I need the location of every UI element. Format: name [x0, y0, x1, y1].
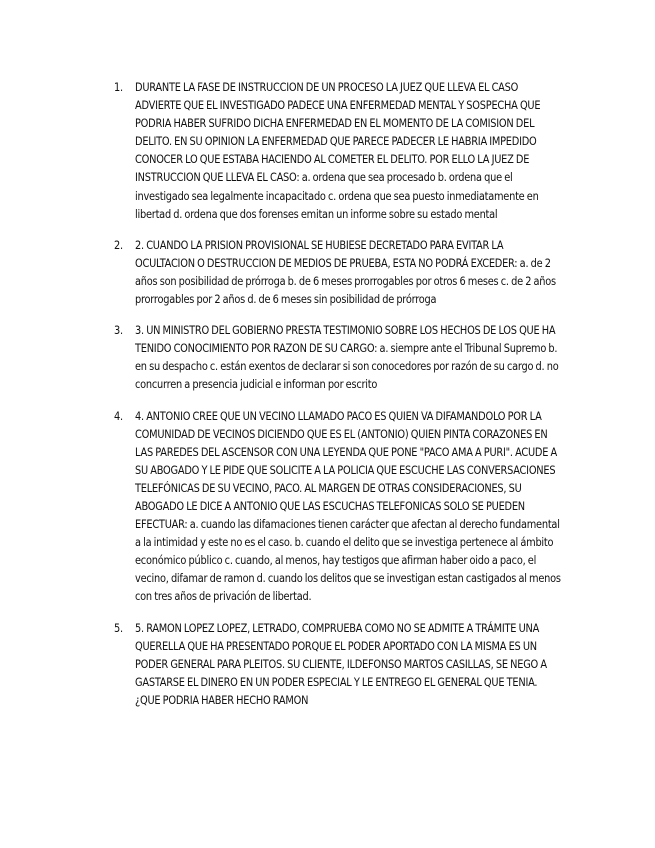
- question-list: [114, 78, 564, 722]
- question-item: [114, 321, 564, 393]
- question-number: 5.: [114, 620, 123, 635]
- question-number: 3.: [114, 323, 123, 338]
- question-number: 1.: [114, 80, 123, 94]
- question-item: [114, 407, 564, 606]
- question-number: 4.: [114, 408, 123, 423]
- question-text: 3. UN MINISTRO DEL GOBIERNO PRESTA TESTIMONIO SOBRE LOS HECHOS DE LOS QUE HA TENIDO CONOCIMIENTO POR RAZON DE SU CARGO: a. siempre ante el Tribunal Supremo b. en su despacho c. están exentos de declarar si son conocedores por razón de su cargo d. no concurren a presencia judicial e informan por escrito: [135, 323, 559, 392]
- question-number: 2.: [114, 237, 123, 252]
- question-text: DURANTE LA FASE DE INSTRUCCION DE UN PROCESO LA JUEZ QUE LLEVA EL CASO ADVIERTE QUE EL INVESTIGADO PADECE UNA ENFERMEDAD MENTAL Y SOSPECHA QUE PODRIA HABER SUFRIDO DICHA ENFERMEDAD EN EL MOMENTO DE LA COMISION DEL DELITO. EN SU OPINION LA ENFERMEDAD QUE PARECE PADECER LE HABRIA IMPEDIDO CONOCER LO QUE ESTABA HACIENDO AL COMETER EL DELITO. POR ELLO LA JUEZ DE INSTRUCCION QUE LLEVA EL CASO: a. ordena que sea procesado b. ordena que el investigado sea legalmente incapacitado c. ordena que sea puesto inmediatamente en libertad d. ordena que dos forenses emitan un informe sobre su estado mental: [135, 80, 541, 221]
- question-item: [114, 78, 564, 223]
- question-text: 5. RAMON LOPEZ LOPEZ, LETRADO, COMPRUEBA COMO NO SE ADMITE A TRÁMITE UNA QUERELLA QUE HA PRESENTADO PORQUE EL PODER APORTADO CON LA MISMA ES UN PODER GENERAL PARA PLEITOS. SU CLIENTE, ILDEFONSO MARTOS CASILLAS, SE NEGO A GASTARSE EL DINERO EN UN PODER ESPECIAL Y LE ENTREGO EL GENERAL QUE TENIA. ¿QUE PODRIA HABER HECHO RAMON: [135, 620, 547, 707]
- question-text: 4. ANTONIO CREE QUE UN VECINO LLAMADO PACO ES QUIEN VA DIFAMANDOLO POR LA COMUNIDAD DE VECINOS DICIENDO QUE ES EL (ANTONIO) QUIEN PINTA CORAZONES EN LAS PAREDES DEL ASCENSOR CON UNA LEYENDA QUE PONE "PACO AMA A PURI". ACUDE A SU ABOGADO Y LE PIDE QUE SOLICITE A LA POLICIA QUE ESCUCHE LAS CONVERSACIONES TELEFÓNICAS DE SU VECINO, PACO. AL MARGEN DE OTRAS CONSIDERACIONES, SU ABOGADO LE DICE A ANTONIO QUE LAS ESCUCHAS TELEFONICAS SOLO SE PUEDEN EFECTUAR: a. cuando las difamaciones tienen carácter que afectan al derecho fundamental a la intimidad y este no es el caso. b. cuando el delito que se investiga pertenece al ámbito económico público c. cuando, al menos, hay testigos que afirman haber oido a paco, el vecino, difamar de ramon d. cuando los delitos que se investigan estan castigados al menos con tres años de privación de libertad.: [135, 408, 561, 604]
- question-item: [114, 619, 564, 709]
- question-text: 2. CUANDO LA PRISION PROVISIONAL SE HUBIESE DECRETADO PARA EVITAR LA OCULTACION O DESTRUCCION DE MEDIOS DE PRUEBA, ESTA NO PODRÁ EXCEDER: a. de 2 años son posibilidad de prórroga b. de 6 meses prorrogables por otros 6 meses c. de 2 años prorrogables por 2 años d. de 6 meses sin posibilidad de prórroga: [135, 237, 556, 307]
- question-item: [114, 236, 564, 308]
